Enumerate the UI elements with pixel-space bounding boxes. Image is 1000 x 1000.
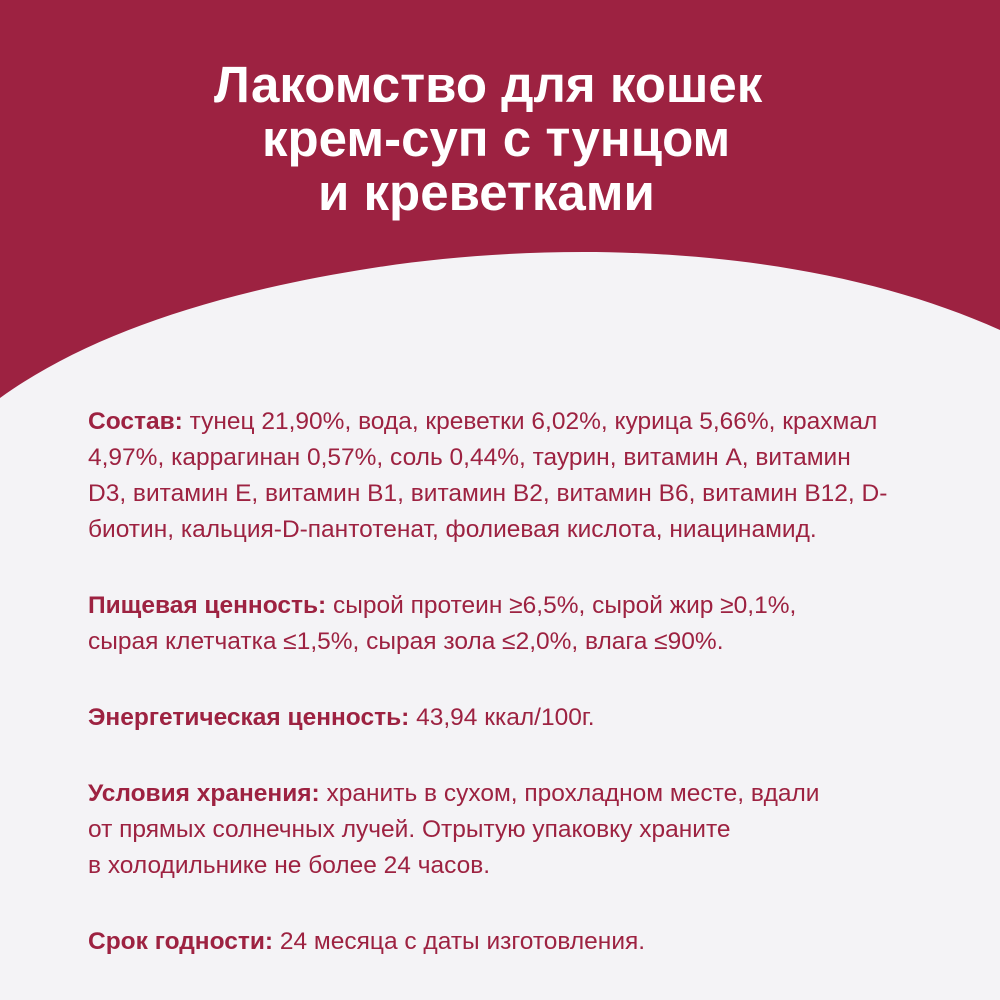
title-line-2: крем-суп с тунцом <box>262 110 731 167</box>
shelf-life-value: 24 месяца с даты изготовления. <box>273 928 646 955</box>
storage-section <box>88 776 918 884</box>
storage-text-1: хранить в сухом, прохладном месте, вдали <box>319 780 820 807</box>
nutrition-section <box>88 588 918 660</box>
shelf-life-section <box>88 924 918 960</box>
energy-value: 43,94 ккал/100г. <box>409 704 595 731</box>
title-line-1: Лакомство для кошек <box>214 56 763 113</box>
shelf-life-label: Срок годности: <box>88 928 274 955</box>
nutrition-line-1 <box>88 588 918 624</box>
page-title <box>0 58 1000 220</box>
title-line-3: и креветками <box>318 164 655 221</box>
storage-label: Условия хранения: <box>88 780 320 807</box>
composition-text-4: биотин, кальция-D-пантотенат, фолиевая кислота, ниацинамид. <box>88 516 817 543</box>
storage-line-1 <box>88 776 918 812</box>
storage-text-3: в холодильнике не более 24 часов. <box>88 852 491 879</box>
shelf-life-line <box>88 924 918 960</box>
composition-section <box>88 404 918 548</box>
energy-label: Энергетическая ценность: <box>88 704 410 731</box>
energy-section <box>88 700 918 736</box>
nutrition-text-2: сырая клетчатка ≤1,5%, сырая зола ≤2,0%, влага ≤90%. <box>88 628 724 655</box>
nutrition-label: Пищевая ценность: <box>88 592 327 619</box>
storage-text-2: от прямых солнечных лучей. Отрытую упаковку храните <box>88 816 731 843</box>
product-info <box>88 404 918 1000</box>
composition-text-1: тунец 21,90%, вода, креветки 6,02%, курица 5,66%, крахмал <box>182 408 878 435</box>
nutrition-text-1: сырой протеин ≥6,5%, сырой жир ≥0,1%, <box>326 592 797 619</box>
energy-line <box>88 700 918 736</box>
composition-text-2: 4,97%, каррагинан 0,57%, соль 0,44%, таурин, витамин A, витамин <box>88 444 851 471</box>
composition-label: Состав: <box>88 408 183 435</box>
composition-line-1 <box>88 404 918 440</box>
composition-text-3: D3, витамин E, витамин B1, витамин B2, витамин B6, витамин B12, D- <box>88 480 888 507</box>
